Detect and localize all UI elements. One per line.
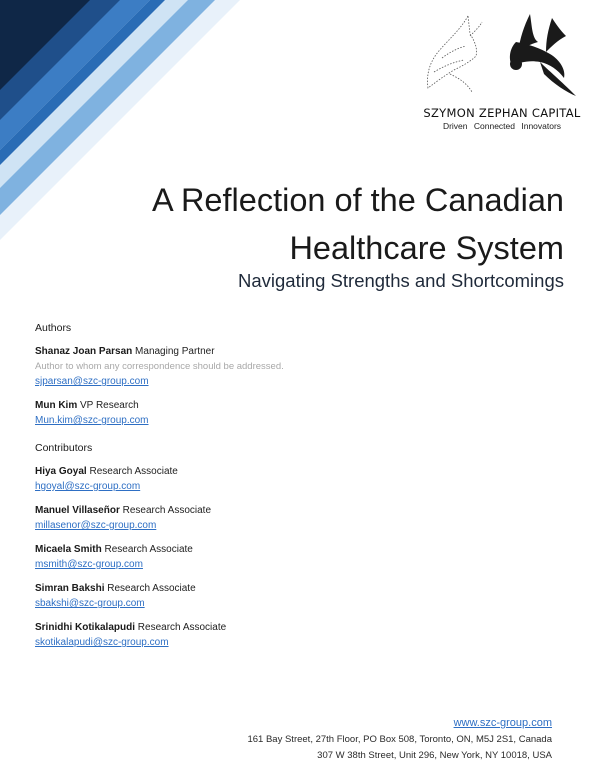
person-name: Mun Kim	[35, 400, 78, 411]
person-role: VP Research	[80, 400, 139, 411]
bird-logo-icon	[420, 12, 582, 102]
email-link[interactable]: skotikalapudi@szc-group.com	[35, 637, 169, 648]
address-toronto: 161 Bay Street, 27th Floor, PO Box 508, Toronto, ON, M5J 2S1, Canada	[247, 734, 552, 745]
person-name: Micaela Smith	[35, 544, 102, 555]
email-link[interactable]: sbakshi@szc-group.com	[35, 598, 145, 609]
person-role: Research Associate	[104, 544, 193, 555]
person-name: Simran Bakshi	[35, 583, 105, 594]
credits-section	[35, 322, 375, 650]
email-link[interactable]: millasenor@szc-group.com	[35, 520, 157, 531]
contributor-entry	[35, 620, 375, 650]
person-role: Research Associate	[137, 622, 227, 633]
contributor-entry	[35, 503, 375, 533]
document-subtitle: Navigating Strengths and Shortcomings	[238, 270, 564, 291]
footer	[212, 715, 552, 764]
person-role: Research Associate	[107, 583, 196, 594]
address-new-york: 307 W 38th Street, Unit 296, New York, NY 10018, USA	[317, 750, 552, 761]
person-name: Manuel Villaseñor	[35, 505, 120, 516]
email-link[interactable]: hgoyal@szc-group.com	[35, 481, 141, 492]
title-line-2: Healthcare System	[289, 230, 564, 266]
person-role: Managing Partner	[135, 346, 215, 357]
contributors-heading: Contributors	[35, 442, 93, 454]
author-entry	[35, 344, 375, 389]
authors-heading: Authors	[35, 322, 72, 334]
person-role: Research Associate	[89, 466, 178, 477]
email-link[interactable]: Mun.kim@szc-group.com	[35, 415, 149, 426]
website-link[interactable]: www.szc-group.com	[453, 717, 552, 729]
title-line-1: A Reflection of the Canadian	[152, 182, 564, 218]
person-name: Srinidhi Kotikalapudi	[35, 622, 136, 633]
contributor-entry	[35, 464, 375, 494]
brand-name: SZYMON ZEPHAN CAPITAL	[423, 106, 581, 120]
email-link[interactable]: sjparsan@szc-group.com	[35, 376, 149, 387]
contributor-entry	[35, 581, 375, 611]
author-entry	[35, 398, 375, 428]
person-role: Research Associate	[122, 505, 212, 516]
document-title	[64, 176, 564, 272]
correspondence-note: Author to whom any correspondence should be addressed.	[35, 361, 284, 372]
email-link[interactable]: msmith@szc-group.com	[35, 559, 143, 570]
person-name: Shanaz Joan Parsan	[35, 346, 133, 357]
person-name: Hiya Goyal	[35, 466, 87, 477]
brand-tagline: Driven Connected Innovators	[442, 121, 562, 131]
contributor-entry	[35, 542, 375, 572]
